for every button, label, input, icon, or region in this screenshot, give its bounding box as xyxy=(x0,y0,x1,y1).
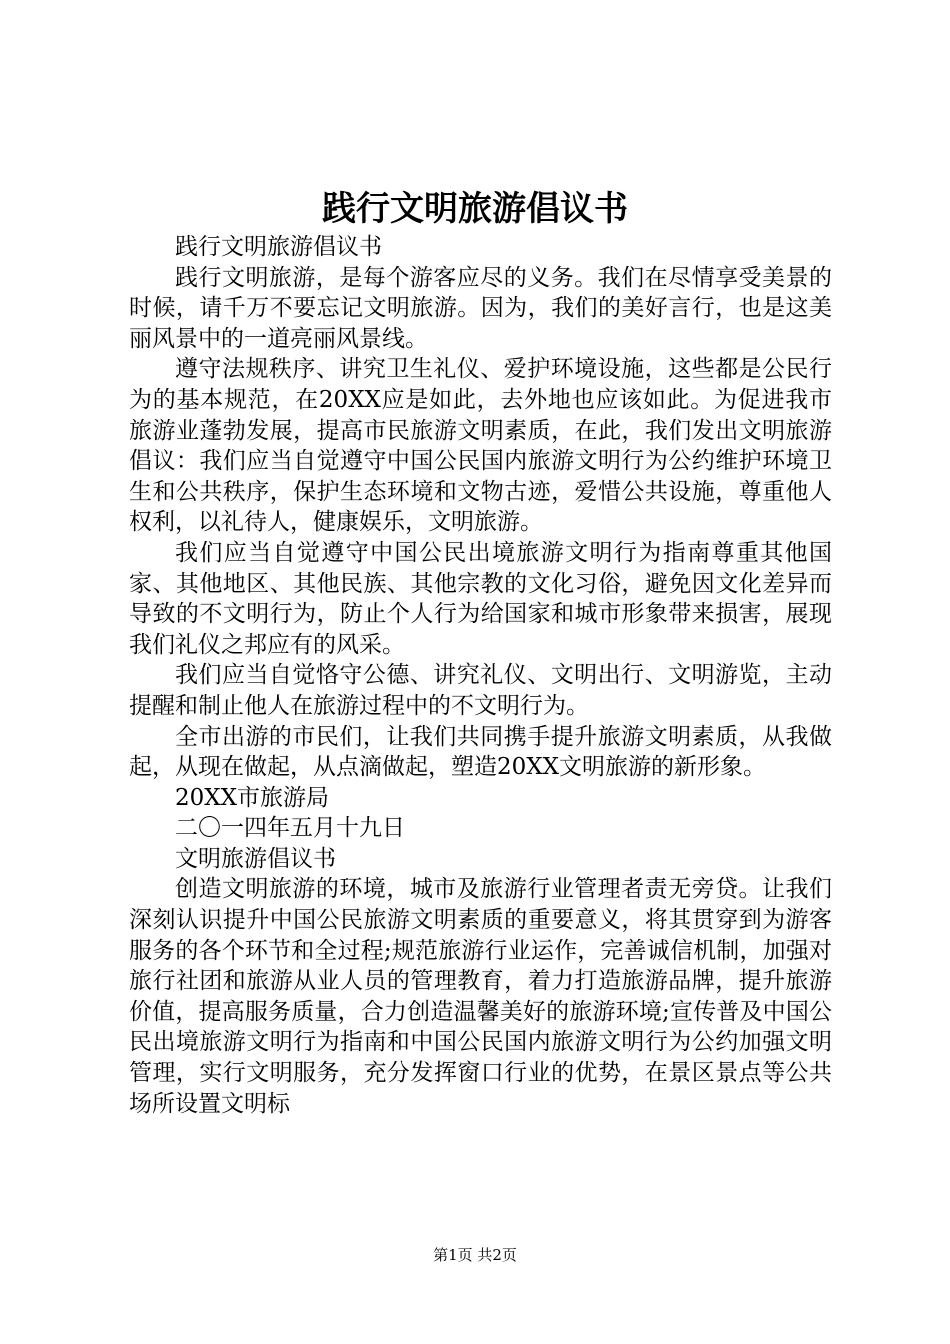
signature-date: 二〇一四年五月十九日 xyxy=(175,815,405,842)
paragraph-1: 践行文明旅游，是每个游客应尽的义务。我们在尽情享受美景的时候，请千万不要忘记文明旅游。因为，我们的美好言行，也是这美丽风景中的一道亮丽风景线。 xyxy=(129,264,832,352)
signature-organization: 20XX市旅游局 xyxy=(175,784,330,811)
paragraph-4: 我们应当自觉恪守公德、讲究礼仪、文明出行、文明游览，主动提醒和制止他人在旅游过程中的不文明行为。 xyxy=(129,662,832,719)
paragraph-6: 创造文明旅游的环境，城市及旅游行业管理者责无旁贷。让我们深刻认识提升中国公民旅游文明素质的重要意义，将其贯穿到为游客服务的各个环节和全过程;规范旅游行业运作，完善诚信机制，加强对旅行社团和旅游从业人员的管理教育，着力打造旅游品牌，提升旅游价值，提高服务质量，合力创造温馨美好的旅游环境;宣传普及中国公民出境旅游文明行为指南和中国公民国内旅游文明行为公约加强文明管理，实行文明服务，充分发挥窗口行业的优势，在景区景点等公共场所设置文明标 xyxy=(129,876,832,1117)
document-title: 践行文明旅游倡议书 xyxy=(322,189,628,229)
paragraph-subtitle: 践行文明旅游倡议书 xyxy=(175,234,382,260)
document-body xyxy=(129,232,832,1119)
page-footer: 第1页 共2页 xyxy=(433,1246,517,1264)
paragraph-3: 我们应当自觉遵守中国公民出境旅游文明行为指南尊重其他国家、其他地区、其他民族、其他宗教的文化习俗，避免因文化差异而导致的不文明行为，防止个人行为给国家和城市形象带来损害，展现我们礼仪之邦应有的风采。 xyxy=(129,539,832,658)
paragraph-5: 全市出游的市民们，让我们共同携手提升旅游文明素质，从我做起，从现在做起，从点滴做起，塑造20XX文明旅游的新形象。 xyxy=(129,723,832,781)
section-heading: 文明旅游倡议书 xyxy=(175,845,336,872)
paragraph-2: 遵守法规秩序、讲究卫生礼仪、爱护环境设施，这些都是公民行为的基本规范，在20XX应是如此，去外地也应该如此。为促进我市旅游业蓬勃发展，提高市民旅游文明素质，在此，我们发出文明旅游倡议：我们应当自觉遵守中国公民国内旅游文明行为公约维护环境卫生和公共秩序，保护生态环境和文物古迹，爱惜公共设施，尊重他人权利，以礼待人，健康娱乐，文明旅游。 xyxy=(129,356,832,536)
